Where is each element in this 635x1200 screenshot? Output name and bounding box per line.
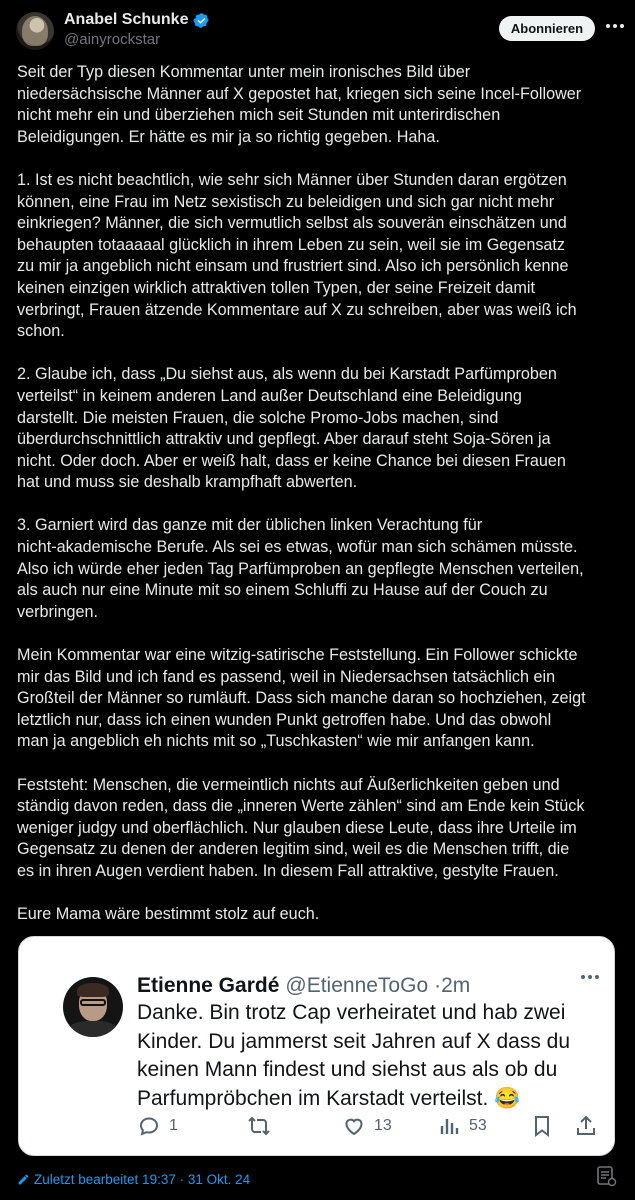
author-name[interactable]: Anabel Schunke [64, 11, 189, 28]
tweet-line: niedersächsische Männer auf X gepostet hat, kriegen sich seine Incel-Follower [17, 84, 582, 103]
notes-icon[interactable] [594, 1164, 618, 1188]
quoted-line: Danke. Bin trotz Cap verheiratet und hab zwei [137, 1001, 566, 1024]
edited-label[interactable]: Zuletzt bearbeitet 19:37 · 31 Okt. 24 [34, 1172, 251, 1187]
tweet-line: verbringt, Frauen ätzende Kommentare auf X zu schreiben, aber was weiß ich [17, 300, 577, 319]
reply-button[interactable] [137, 1111, 178, 1141]
tweet-line: schon. [17, 322, 65, 341]
tweet-line: verbringen. [17, 602, 98, 621]
tweet-line: Feststeht: Menschen, die vermeintlich nichts auf Äußerlichkeiten geben und [17, 775, 560, 794]
tweet-header [0, 0, 635, 60]
tweet-line: nicht. Oder doch. Aber er weiß halt, dass er keine Chance bei diesen Frauen [17, 451, 566, 470]
bookmark-button[interactable] [530, 1111, 554, 1141]
tweet-line: zu mir ja angeblich nicht einsam und frustriert sind. Also ich persönlich kenne [17, 257, 569, 276]
bookmark-icon [530, 1114, 554, 1138]
tweet-paragraph [17, 904, 621, 926]
quoted-author-handle[interactable]: @EtienneToGo [285, 974, 429, 997]
tweet-line: Gegensatz zu denen der anderen legitim sind, weil es die Menschen trifft, die [17, 840, 570, 859]
tweet-line: mir das Bild und ich fand es passend, weil in Niedersachsen tatsächlich ein [17, 667, 556, 686]
tweet-line: überdurchschnittlich attraktiv und gepflegt. Aber darauf steht Soja-Sören ja [17, 430, 551, 449]
tweet-paragraph [17, 775, 621, 883]
tweet-line: verteilst“ in keinem anderen Land außer Deutschland eine Beleidigung [17, 386, 522, 405]
tweet-paragraph [17, 62, 621, 148]
like-icon [342, 1114, 366, 1138]
tweet-line: darstellt. Die meisten Frauen, die solche Promo-Jobs machen, sind [17, 408, 499, 427]
share-button[interactable] [574, 1111, 598, 1141]
like-button[interactable] [342, 1111, 392, 1141]
tweet-line: Seit der Typ diesen Kommentar unter mein ironisches Bild über [17, 63, 471, 81]
tweet-paragraph [17, 645, 621, 753]
tweet-line: 3. Garniert wird das ganze mit der üblichen linken Verachtung für [17, 516, 483, 535]
tweet-line: ständig davon reden, dass die „inneren Werte zählen“ sind am Ende kein Stück [17, 797, 585, 816]
quoted-author-avatar[interactable] [63, 977, 123, 1037]
view-count: 53 [469, 1117, 487, 1134]
reply-count: 1 [169, 1117, 178, 1134]
tweet-line: Eure Mama wäre bestimmt stolz auf euch. [17, 905, 320, 924]
tweet-line: 2. Glaube ich, dass „Du siehst aus, als wenn du bei Karstadt Parfümproben [17, 365, 557, 384]
tweet-line: können, eine Frau im Netz sexistisch zu beleidigen und sich gar nicht mehr [17, 192, 555, 211]
more-icon[interactable] [581, 975, 599, 979]
tweet-line: letztlich nur, dass ich einen wunden Punkt getroffen habe. Und das obwohl [17, 710, 552, 729]
tweet-line: man ja angeblich eh nichts mit so „Tuschkasten“ wie mir anfangen kann. [17, 732, 535, 751]
retweet-button[interactable] [247, 1111, 279, 1141]
quoted-tweet-text [137, 999, 597, 1113]
quoted-author-name[interactable]: Etienne Gardé [137, 974, 280, 997]
tweet-line: als auch nur eine Minute mit so einem Schluffi zu Hause auf der Couch zu [17, 581, 548, 600]
author-name-row [64, 11, 210, 29]
tweet-paragraph [17, 170, 621, 343]
tweet-line: 1. Ist es nicht beachtlich, wie sehr sich Männer über Stunden daran ergötzen [17, 170, 567, 189]
tweet-line: einkriegen? Männer, die sich vermutlich selbst als souverän einschätzen und [17, 214, 567, 233]
follow-button[interactable]: Abonnieren [499, 16, 595, 41]
tweet-paragraph [17, 364, 621, 494]
tweet-line: weniger judgy und oberflächlich. Nur glauben diese Leute, dass ihre Urteile im [17, 818, 577, 837]
quoted-actions [137, 1111, 607, 1141]
tweet-line: Also ich würde eher jeden Tag Parfümproben an gepflegte Menschen verteilen, [17, 559, 584, 578]
views-button[interactable] [437, 1111, 487, 1141]
edited-info[interactable] [17, 1172, 250, 1187]
tweet-paragraph [17, 515, 621, 623]
tweet-line: nicht mehr ein und überziehen mich seit Stunden mit unterirdischen [17, 106, 501, 125]
author-handle[interactable]: @ainyrockstar [64, 31, 161, 48]
tweet-line: keinen einzigen wirklich attraktiven tollen Typen, der seine Freizeit damit [17, 278, 535, 297]
tweet-line: behaupten totaaaaal glücklich in ihrem Leben zu sein, weil sie im Gegensatz [17, 235, 566, 254]
quoted-line: Parfumpröbchen im Karstadt verteilst. 😂 [137, 1086, 521, 1110]
verified-badge-icon [193, 12, 210, 29]
tweet-text [17, 62, 621, 926]
quoted-line: Kinder. Du jammerst seit Jahren auf X dass du [137, 1029, 571, 1053]
reply-icon [137, 1114, 161, 1138]
tweet-line: hat und muss sie deshalb krampfhaft abwerten. [17, 473, 358, 492]
tweet-line: es in ihren Augen verdient haben. In diesem Fall attraktive, gestylte Frauen. [17, 861, 559, 880]
author-avatar[interactable] [16, 12, 54, 50]
quoted-line: keinen Mann findest und siehst aus als ob du [137, 1058, 558, 1081]
retweet-icon [247, 1114, 271, 1138]
pencil-icon [17, 1173, 30, 1186]
tweet-line: Großteil der Männer so rumläuft. Dass sich manche daran so hochziehen, zeigt [17, 689, 586, 708]
quoted-tweet[interactable] [18, 936, 615, 1156]
tweet-line: nicht-akademische Berufe. Als sei es etwas, wofür man sich schämen müsste. [17, 538, 578, 557]
tweet-line: Mein Kommentar war eine witzig-satirische Feststellung. Ein Follower schickte [17, 646, 578, 665]
tweet-line: Beleidigungen. Er hätte es mir ja so richtig gegeben. Haha. [17, 127, 440, 146]
more-icon[interactable] [603, 14, 627, 38]
quoted-header [137, 974, 470, 998]
like-count: 13 [374, 1117, 392, 1134]
share-icon [574, 1114, 598, 1138]
quoted-time: ·2m [434, 974, 471, 997]
views-icon [437, 1114, 461, 1138]
